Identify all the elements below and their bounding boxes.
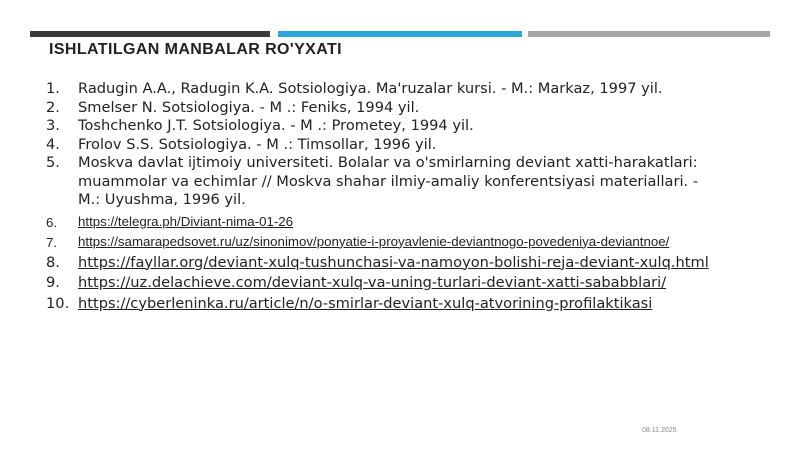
reference-number: 9. [46, 274, 60, 291]
reference-link[interactable]: https://cyberleninka.ru/article/n/o-smirlar-deviant-xulq-atvorining-profilaktikasi [78, 294, 653, 312]
reference-text: Frolov S.S. Sotsiologiya. - M .: Timsollar, 1996 yil. [78, 135, 437, 153]
slide-date: 08.11.2025 [642, 427, 677, 434]
reference-link[interactable]: https://samarapedsovet.ru/uz/sinonimov/ponyatie-i-proyavlenie-deviantnogo-povedeniya-deviantnoe/ [78, 233, 670, 249]
reference-number: 7. [46, 234, 58, 250]
reference-link[interactable]: https://telegra.ph/Diviant-nima-01-26 [78, 213, 294, 229]
reference-number: 2. [46, 98, 60, 116]
reference-number: 6. [46, 214, 58, 230]
reference-item [46, 274, 716, 293]
reference-number: 1. [46, 80, 60, 97]
reference-text: Radugin A.A., Radugin K.A. Sotsiologiya. Ma'ruzalar kursi. - M.: Markaz, 1997 yil. [78, 80, 663, 97]
reference-item [46, 80, 716, 99]
reference-link[interactable]: https://fayllar.org/deviant-xulq-tushunchasi-va-namoyon-bolishi-reja-deviant-xulq.html [78, 253, 709, 271]
reference-item [46, 234, 716, 250]
reference-item [46, 136, 716, 155]
reference-text: Smelser N. Sotsiologiya. - M .: Feniks, 1994 yil. [78, 98, 420, 116]
decorative-bar-gray [528, 31, 770, 37]
reference-link[interactable]: https://uz.delachieve.com/deviant-xulq-va-uning-turlari-deviant-xatti-sababblari/ [78, 274, 667, 291]
decorative-bar-blue [278, 31, 522, 37]
reference-number: 4. [46, 135, 60, 153]
reference-number: 10. [46, 294, 70, 312]
reference-text: Moskva davlat ijtimoiy universiteti. Bolalar va o'smirlarning deviant xatti-harakatlari: muammolar va echimlar // Moskva shahar ilmiy-amaliy konferentsiyasi materiallari. - M.: Uyushma, 1996 yil. [78, 154, 699, 208]
reference-number: 8. [46, 253, 60, 271]
reference-list [46, 80, 716, 313]
reference-item [46, 295, 716, 314]
reference-number: 3. [46, 117, 60, 134]
reference-item [46, 99, 716, 118]
reference-item [46, 214, 716, 230]
reference-number: 5. [46, 154, 60, 171]
page-title: ISHLATILGAN MANBALAR RO'YXATI [49, 41, 343, 58]
reference-item [46, 154, 716, 210]
decorative-bar-dark [30, 31, 270, 37]
reference-item [46, 117, 716, 136]
reference-text: Toshchenko J.T. Sotsiologiya. - M .: Prometey, 1994 yil. [78, 117, 474, 134]
reference-item [46, 254, 716, 273]
